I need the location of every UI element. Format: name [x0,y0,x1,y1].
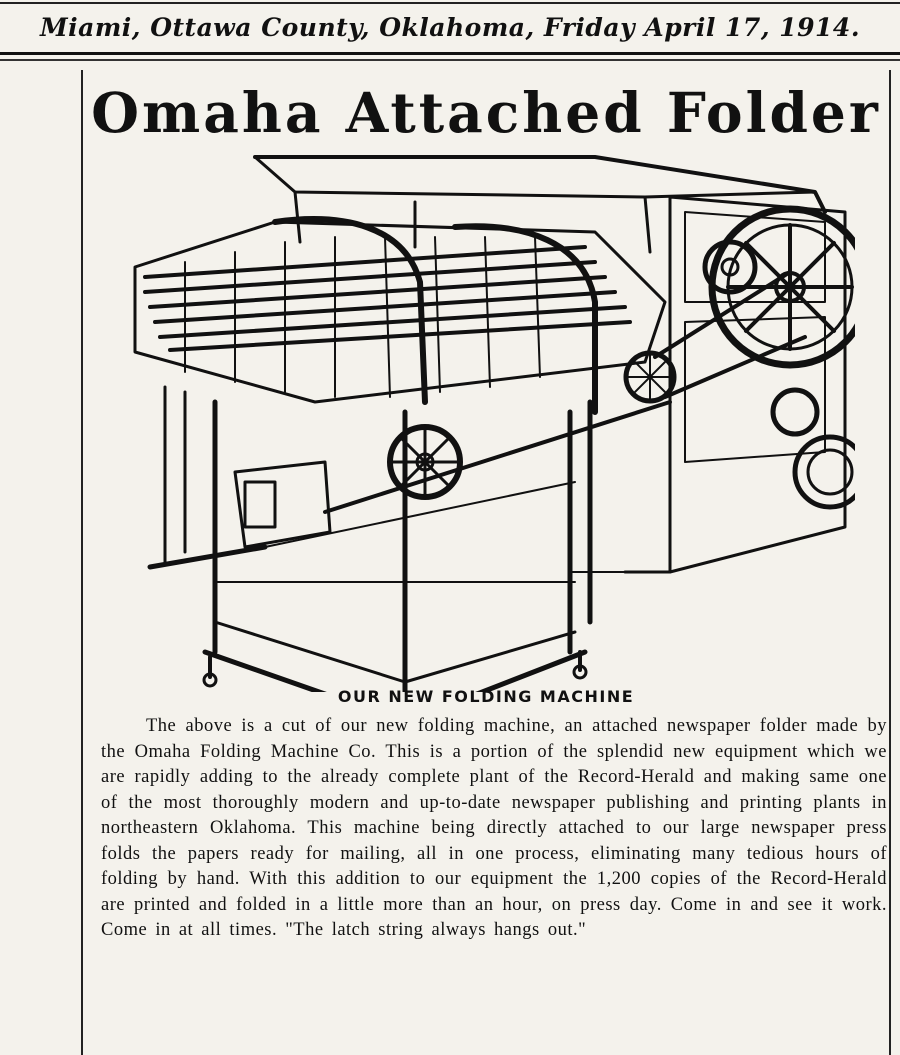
dateline-rule-secondary [0,59,900,61]
top-rule [0,2,900,4]
folding-machine-illustration [125,152,855,692]
headline: Omaha Attached Folder [91,80,881,145]
dateline-rule [0,52,900,55]
article-body: The above is a cut of our new folding machine, an attached newspaper folder made by the Omaha Folding Machine Co. This is a portion of the splendid new equipment which we are rapidly adding to the already complete plant of the Record-Herald and making same one of the most thoroughly modern and up-to-date newspaper publishing and printing plants in northeastern Oklahoma. This machine being directly attached to our large newspaper press folds the papers ready for mailing, all in one process, eliminating many tedious hours of folding by hand. With this addition to our equipment the 1,200 copies of the Record-Herald are printed and folded in a little more than an hour, on press day. Come in and see it work. Come in at all times. "The latch string always hangs out." [101,716,887,940]
advertisement-box [81,70,891,1055]
dateline: Miami, Ottawa County, Oklahoma, Friday April 17, 1914. [39,13,861,42]
image-caption: OUR NEW FOLDING MACHINE [337,687,635,706]
